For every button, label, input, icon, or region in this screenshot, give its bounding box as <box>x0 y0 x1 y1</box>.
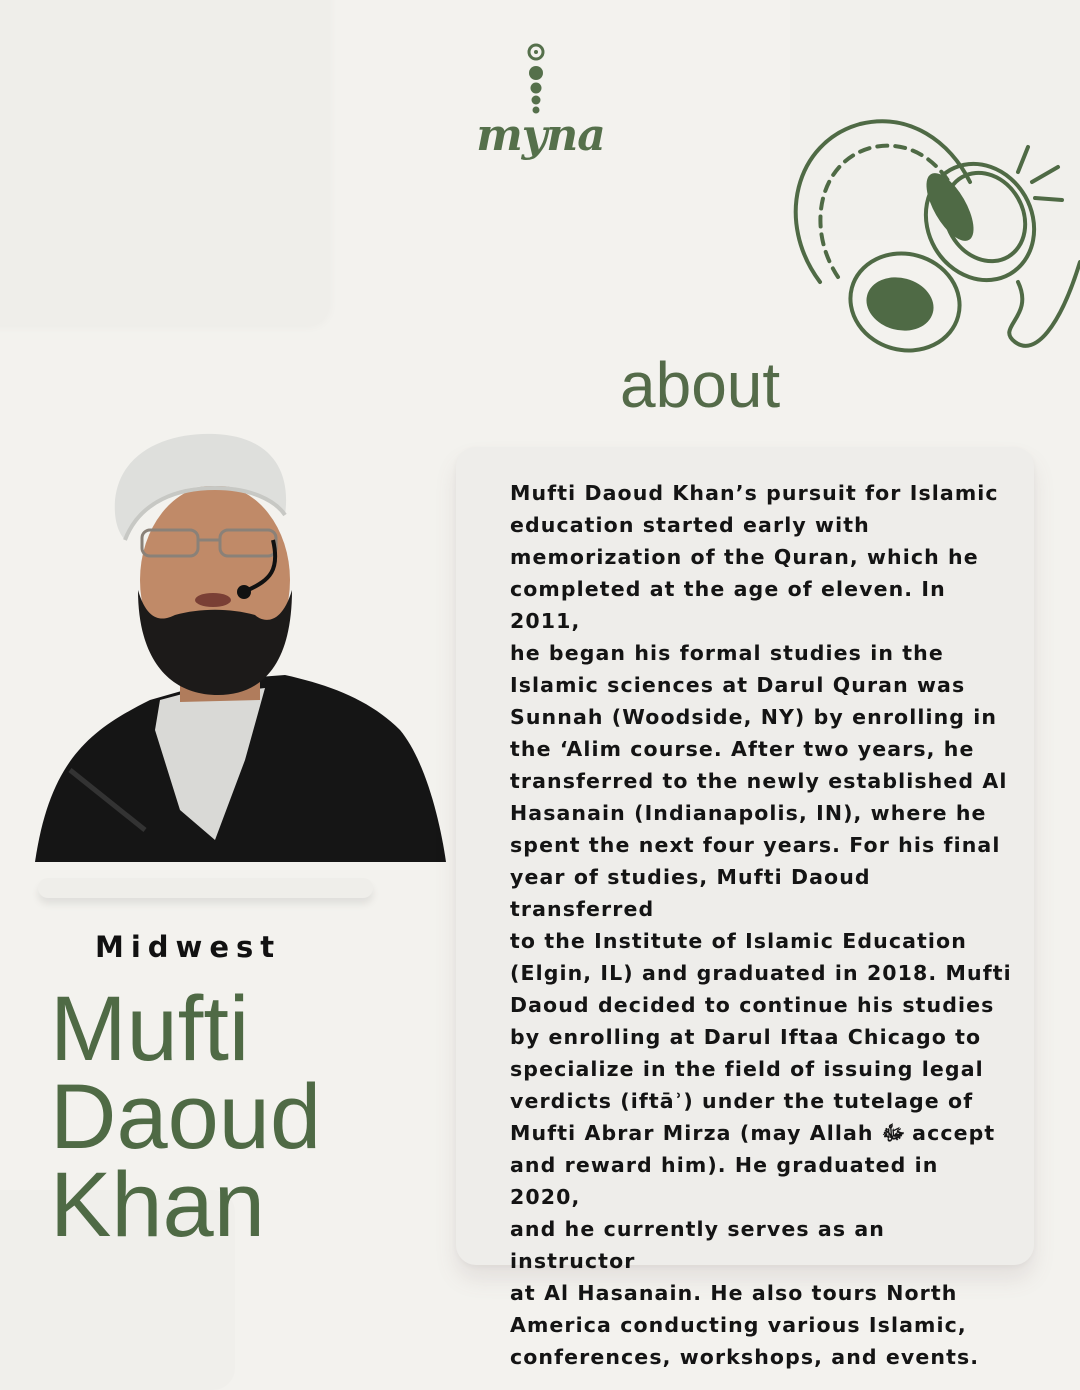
about-title: about <box>620 349 781 421</box>
speaker-photo <box>30 430 450 866</box>
speaker-name <box>50 978 322 1256</box>
name-line-1: Mufti <box>50 978 250 1080</box>
background-tile <box>0 0 330 325</box>
logo-text: myna <box>476 110 605 161</box>
speaker-region: Midwest <box>95 930 282 964</box>
headphones-icon <box>780 112 1080 367</box>
bio-text: Mufti Daoud Khan’s pursuit for Islamic education started early with memorization of the Quran, which he completed at the age of eleven. In 2011, he began his formal studies in the Islamic sciences at Darul Quran was Sunnah (Woodside, NY) by enrolling in the ‘Alim course. After two years, he transferred to the newly established Al Hasanain (Indianapolis, IN), where he spent the next four years. For his final year of studies, Mufti Daoud transferred to the Institute of Islamic Education (Elgin, IL) and graduated in 2018. Mufti Daoud decided to continue his studies by enrolling at Darul Iftaa Chicago to specialize in the field of issuing legal verdicts (iftāʾ) under the tutelage of Mufti Abrar Mirza (may Allah ﷻ accept and reward him). He graduated in 2020, and he currently serves as an instructor at Al Hasanain. He also tours North America conducting various Islamic, conferences, workshops, and events. <box>510 481 1012 1369</box>
bio-card <box>456 447 1034 1369</box>
myna-logo <box>468 42 613 177</box>
name-line-2: Daoud <box>50 1066 322 1168</box>
photo-plinth <box>38 878 373 898</box>
name-line-3: Khan <box>50 1154 265 1256</box>
